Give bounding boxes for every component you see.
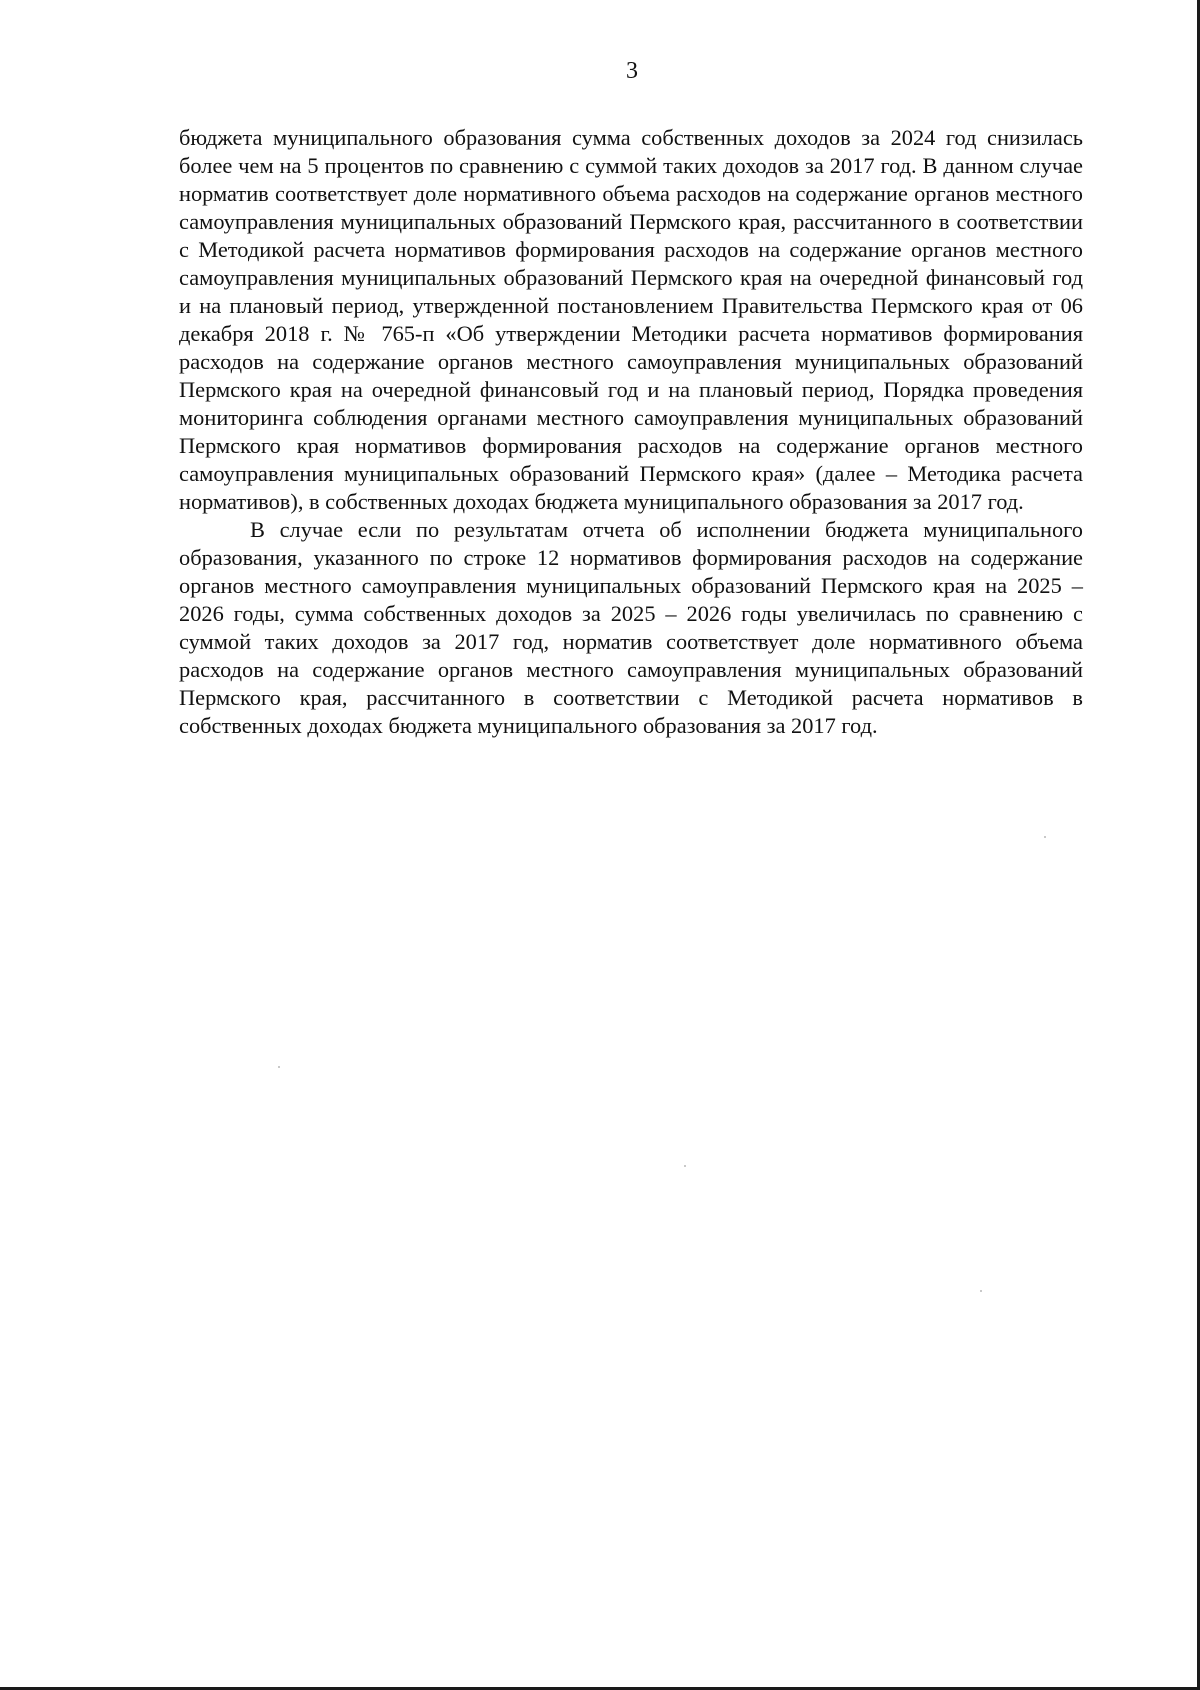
scan-speck <box>980 1290 982 1292</box>
document-body <box>179 124 1083 740</box>
scan-speck <box>1044 836 1046 838</box>
paragraph-norm-increase: В случае если по результатам отчета об исполнении бюджета муниципального образования, указанного по строке 12 нормативов формирования расходов на содержание органов местного самоуправления муниципальных образований Пермского края на 2025 – 2026 годы, сумма собственных доходов за 2025 – 2026 годы увеличилась по сравнению с суммой таких доходов за 2017 год, норматив соответствует доле нормативного объема расходов на содержание органов местного самоуправления муниципальных образований Пермского края, рассчитанного в соответствии с Методикой расчета нормативов в собственных доходах бюджета муниципального образования за 2017 год. <box>179 517 1083 738</box>
paragraph-continuation: бюджета муниципального образования сумма собственных доходов за 2024 год снизилась более чем на 5 процентов по сравнению с суммой таких доходов за 2017 год. В данном случае норматив соответствует доле нормативного объема расходов на содержание органов местного самоуправления муниципальных образований Пермского края, рассчитанного в соответствии с Методикой расчета нормативов формирования расходов на содержание органов местного самоуправления муниципальных образований Пермского края на очередной финансовый год и на плановый период, утвержденной постановлением Правительства Пермского края от 06 декабря 2018 г. № 765-п «Об утверждении Методики расчета нормативов формирования расходов на содержание органов местного самоуправления муниципальных образований Пермского края на очередной финансовый год и на плановый период, Порядка проведения мониторинга соблюдения органами местного самоуправления муниципальных образований Пермского края нормативов формирования расходов на содержание органов местного самоуправления муниципальных образований Пермского края» (далее – Методика расчета нормативов), в собственных доходах бюджета муниципального образования за 2017 год. <box>179 125 1083 514</box>
scan-speck <box>684 1165 686 1167</box>
scan-speck <box>278 1066 280 1068</box>
page-number: 3 <box>626 58 638 84</box>
